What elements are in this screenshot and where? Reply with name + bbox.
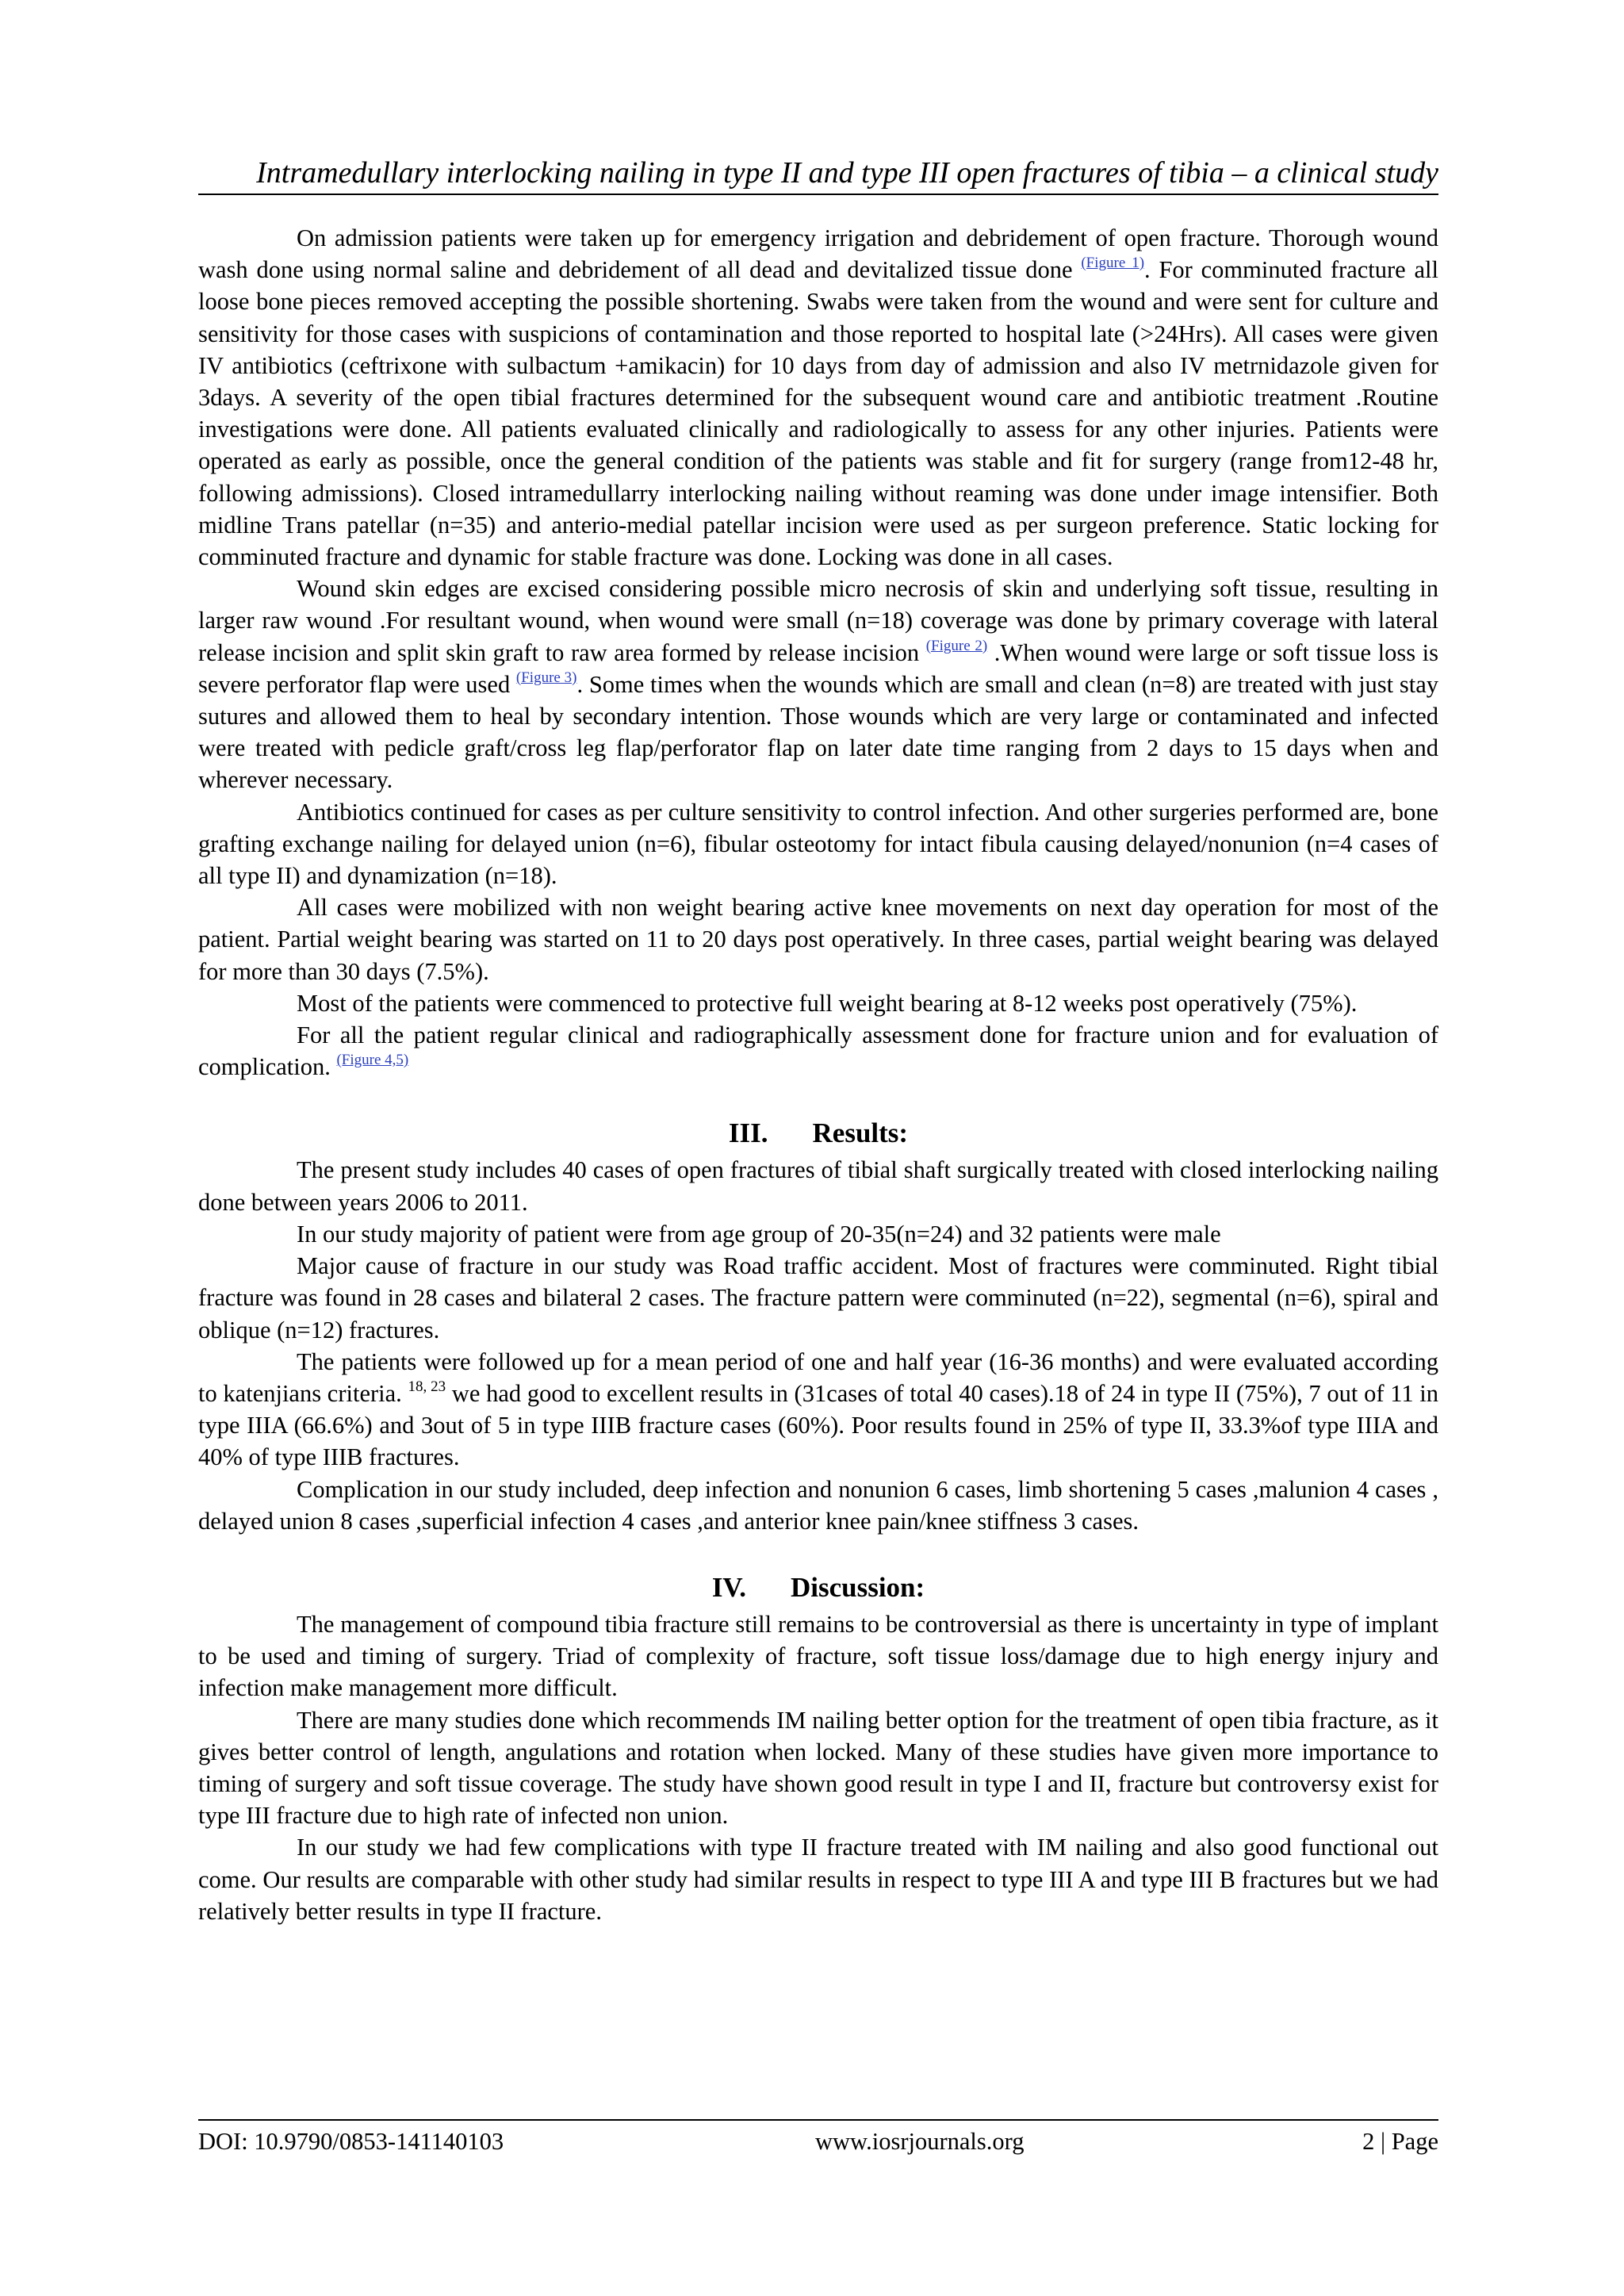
- results-paragraph-5: Complication in our study included, deep infection and nonunion 6 cases, limb shortening 5 cases ,malunion 4 cases , delayed union 8 cases ,superficial infection 4 cases ,and anterior knee pain/knee stiffness 3 cases.: [198, 1475, 1438, 1535]
- results-paragraph-2: In our study majority of patient were from age group of 20-35(n=24) and 32 patients were male: [297, 1220, 1221, 1248]
- text-run: .When wound were large or soft tissue loss is severe perforator flap were used: [198, 638, 1438, 698]
- figure-3-link[interactable]: (Figure 3): [515, 669, 577, 686]
- section-number: III.: [728, 1117, 768, 1149]
- citation: 18, 23: [408, 1378, 446, 1395]
- header-rule: [198, 194, 1438, 195]
- discussion-paragraph-1: The management of compound tibia fracture still remains to be controversial as there is uncertainty in type of implant to be used and timing of surgery. Triad of complexity of fracture, soft tissue loss/damage due to high energy injury and infection make management more difficult.: [198, 1610, 1438, 1702]
- text-run: For all the patient regular clinical and radiographically assessment done for fracture union and for evaluation of complication.: [198, 1022, 1438, 1081]
- article-body: [198, 222, 1438, 1927]
- journal-website: www.iosrjournals.org: [815, 2128, 1025, 2155]
- text-run: Wound skin edges are excised considering possible micro necrosis of skin and underlying soft tissue, resulting in larger raw wound .For resultant wound, when wound were small (n=18) coverage was done by primary coverage with lateral release incision and split skin graft to raw area formed by release incision: [198, 575, 1438, 666]
- results-paragraph-4: [198, 1346, 1438, 1474]
- text-run: On admission patients were taken up for emergency irrigation and debridement of open fracture. Thorough wound wash done using normal saline and debridement of all dead and devitalized tissue done: [198, 224, 1438, 284]
- section-number: IV.: [711, 1571, 746, 1603]
- discussion-paragraph-3: In our study we had few complications with type II fracture treated with IM nailing and also good functional out come. Our results are comparable with other study had similar results in respect to type III A and type III B fractures but we had relatively better results in type II fracture.: [198, 1834, 1438, 1925]
- page-number: 2 | Page: [1362, 2128, 1438, 2155]
- text-run: The patients were followed up for a mean period of one and half year (16-36 months) and were evaluated according to katenjians criteria.: [198, 1347, 1438, 1407]
- text-run: . Some times when the wounds which are small and clean (n=8) are treated with just stay sutures and allowed them to heal by secondary intention. Those wounds which are very large or contaminated and infected were treated with pedicle graft/cross leg flap/perforator flap on later date time ranging from 2 days to 15 days when and wherever necessary.: [198, 670, 1438, 794]
- discussion-paragraph-2: There are many studies done which recommends IM nailing better option for the treatment of open tibia fracture, as it gives better control of length, angulations and rotation when locked. Many of these studies have given more importance to timing of surgery and soft tissue coverage. The study have shown good result in type I and II, fracture but controversy exist for type III fracture due to high rate of infected non union.: [198, 1706, 1438, 1830]
- section-title: Results:: [812, 1117, 909, 1149]
- methods-paragraph-5: Most of the patients were commenced to protective full weight bearing at 8-12 weeks post operatively (75%).: [297, 989, 1358, 1017]
- section-title: Discussion:: [790, 1571, 925, 1603]
- methods-paragraph-1: [198, 222, 1438, 573]
- results-paragraph-3: Major cause of fracture in our study was Road traffic accident. Most of fractures were comminuted. Right tibial fracture was found in 28 cases and bilateral 2 cases. The fracture pattern were comminuted (n=22), segmental (n=6), spiral and oblique (n=12) fractures.: [198, 1252, 1438, 1343]
- paper-page: [198, 0, 1438, 2296]
- methods-paragraph-4: All cases were mobilized with non weight bearing active knee movements on next day operation for most of the patient. Partial weight bearing was started on 11 to 20 days post operatively. In three cases, partial weight bearing was delayed for more than 30 days (7.5%).: [198, 894, 1438, 985]
- methods-paragraph-6: [198, 1019, 1438, 1083]
- text-run: we had good to excellent results in (31cases of total 40 cases).18 of 24 in type II (75%), 7 out of 11 in type IIIA (66.6%) and 3out of 5 in type IIIB fracture cases (60%). Poor results found in 25% of type II, 33.3%of type IIIA and 40% of type IIIB fractures.: [198, 1379, 1439, 1471]
- figure-2-link[interactable]: (Figure 2): [925, 637, 988, 654]
- results-paragraph-1: The present study includes 40 cases of open fractures of tibial shaft surgically treated with closed interlocking nailing done between years 2006 to 2011.: [198, 1156, 1438, 1216]
- results-heading: [198, 1117, 1438, 1149]
- figure-1-link[interactable]: (Figure 1): [1081, 255, 1145, 272]
- doi: DOI: 10.9790/0853-141140103: [198, 2128, 504, 2155]
- methods-paragraph-3: Antibiotics continued for cases as per culture sensitivity to control infection. And other surgeries performed are, bone grafting exchange nailing for delayed union (n=6), fibular osteotomy for intact fibula causing delayed/nonunion (n=4 cases of all type II) and dynamization (n=18).: [198, 798, 1438, 890]
- discussion-heading: [198, 1572, 1438, 1604]
- running-title: Intramedullary interlocking nailing in type II and type III open fractures of tibia – a clinical study: [256, 156, 1438, 190]
- text-run: . For comminuted fracture all loose bone pieces removed accepting the possible shortening. Swabs were taken from the wound and were sent for culture and sensitivity for those cases with suspicions of contamination and those reported to hospital late (>24Hrs). All cases were given IV antibiotics (ceftrixone with sulbactum +amikacin) for 10 days from day of admission and also IV metrnidazole given for 3days. A severity of the open tibial fractures determined for the subsequent wound care and antibiotic treatment .Routine investigations were done. All patients evaluated clinically and radiologically to assess for any other injuries. Patients were operated as early as possible, once the general condition of the patients was stable and fit for surgery (range from12-48 hr, following admissions). Closed intramedullarry interlocking nailing without reaming was done under image intensifier. Both midline Trans patellar (n=35) and anterio-medial patellar incision were used as per surgeon preference. Static locking for comminuted fracture and dynamic for stable fracture was done. Locking was done in all cases.: [198, 256, 1438, 571]
- figure-4-5-link[interactable]: (Figure 4,5): [336, 1052, 409, 1069]
- methods-paragraph-2: [198, 573, 1438, 795]
- footer-rule: [198, 2119, 1438, 2121]
